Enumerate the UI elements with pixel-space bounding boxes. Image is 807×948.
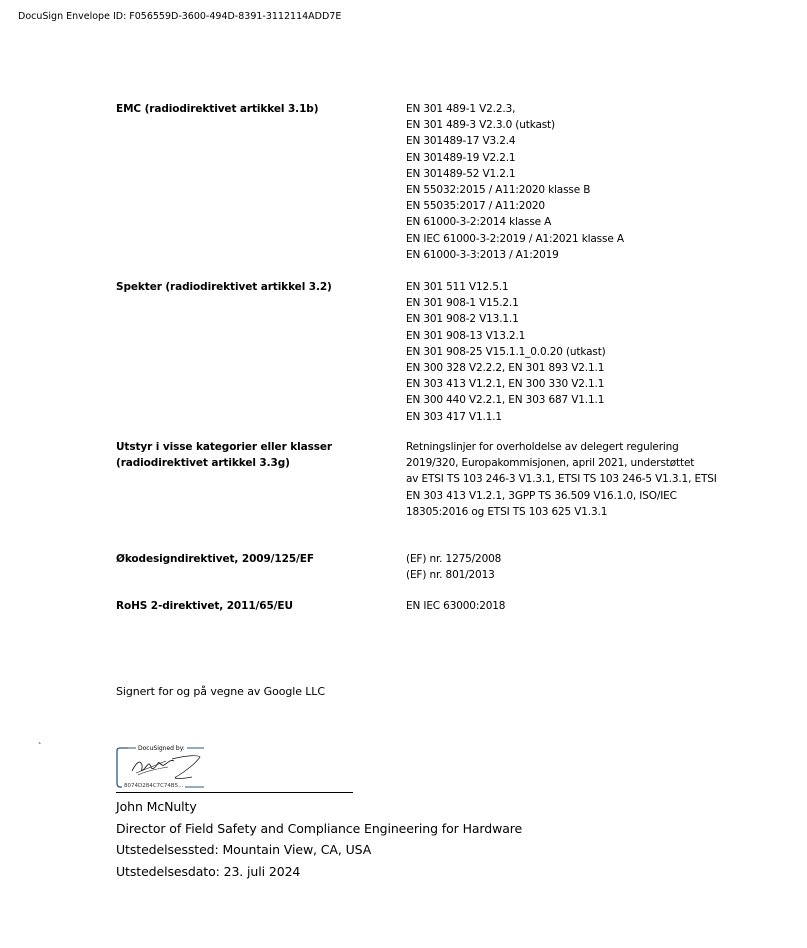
standard-line: EN 61000-3-2:2014 klasse A xyxy=(406,216,552,229)
issue-place: Utstedelsessted: Mountain View, CA, USA xyxy=(116,842,372,857)
standard-line: (EF) nr. 1275/2008 xyxy=(406,553,502,565)
standard-line: EN 301 908-2 V13.1.1 xyxy=(406,313,519,326)
text-line: 2019/320, Europakommisjonen, april 2021, understøttet xyxy=(406,457,695,470)
signature-line xyxy=(116,792,353,793)
section-values xyxy=(406,439,726,520)
standard-line: EN 303 417 V1.1.1 xyxy=(406,410,502,423)
label-line: EMC (radiodirektivet artikkel 3.1b) xyxy=(116,103,319,115)
section-values xyxy=(406,551,726,583)
standard-line: EN 301489-52 V1.2.1 xyxy=(406,167,516,180)
label-line: Spekter (radiodirektivet artikkel 3.2) xyxy=(116,281,332,293)
section-values xyxy=(406,101,726,263)
section-label xyxy=(116,439,386,471)
text-line: av ETSI TS 103 246-3 V1.3.1, ETSI TS 103 246-5 V1.3.1, ETSI xyxy=(406,473,717,486)
standard-line: EN 301489-17 V3.2.4 xyxy=(406,135,516,148)
section-values xyxy=(406,598,726,614)
standard-line: EN 61000-3-3:2013 / A1:2019 xyxy=(406,248,559,261)
section-values xyxy=(406,279,726,425)
section-label xyxy=(116,551,386,567)
standard-line: EN IEC 61000-3-2:2019 / A1:2021 klasse A xyxy=(406,232,624,245)
standard-line: EN 301489-19 V2.2.1 xyxy=(406,151,516,164)
text-line: EN 303 413 V1.2.1, 3GPP TS 36.509 V16.1.0, ISO/IEC xyxy=(406,489,677,502)
envelope-id: DocuSign Envelope ID: F056559D-3600-494D-8391-3112114ADD7E xyxy=(18,11,342,22)
standard-line: EN 301 511 V12.5.1 xyxy=(406,281,509,293)
section-label xyxy=(116,598,386,614)
signed-for: Signert for og på vegne av Google LLC xyxy=(116,685,325,698)
standard-line: EN 55032:2015 / A11:2020 klasse B xyxy=(406,184,591,197)
section-label xyxy=(116,279,386,295)
standard-line: EN 301 489-3 V2.3.0 (utkast) xyxy=(406,119,555,132)
standard-line: EN 303 413 V1.2.1, EN 300 330 V2.1.1 xyxy=(406,378,605,391)
standard-line: EN 301 908-13 V13.2.1 xyxy=(406,329,526,342)
text-line: 18305:2016 og ETSI TS 103 625 V1.3.1 xyxy=(406,505,608,518)
standard-line: EN 301 908-1 V15.2.1 xyxy=(406,297,519,310)
docusign-footer: 8074D284C7C74B5... xyxy=(124,783,184,789)
standard-line: EN 301 908-25 V15.1.1_0.0.20 (utkast) xyxy=(406,345,606,358)
label-line: Utstyr i visse kategorier eller klasser xyxy=(116,441,332,453)
standard-line: EN IEC 63000:2018 xyxy=(406,600,506,612)
signer-block xyxy=(116,796,522,882)
standard-line: EN 55035:2017 / A11:2020 xyxy=(406,200,545,213)
label-line: RoHS 2-direktivet, 2011/65/EU xyxy=(116,600,293,612)
standard-line: EN 301 489-1 V2.2.3, xyxy=(406,103,516,115)
signer-name: John McNulty xyxy=(116,799,197,814)
label-line: Økodesigndirektivet, 2009/125/EF xyxy=(116,553,314,565)
signer-title: Director of Field Safety and Compliance Engineering for Hardware xyxy=(116,820,523,836)
text-line: Retningslinjer for overholdelse av delegert regulering xyxy=(406,441,679,453)
standard-line: EN 300 440 V2.2.1, EN 303 687 V1.1.1 xyxy=(406,394,605,407)
label-line: (radiodirektivet artikkel 3.3g) xyxy=(116,457,290,469)
issue-date: Utstedelsesdato: 23. juli 2024 xyxy=(116,863,301,879)
docusign-header: DocuSigned by: xyxy=(138,745,185,752)
stray-mark: ` xyxy=(38,742,42,753)
standard-line: EN 300 328 V2.2.2, EN 301 893 V2.1.1 xyxy=(406,362,605,375)
standard-line: (EF) nr. 801/2013 xyxy=(406,569,495,582)
docusign-signature xyxy=(116,745,206,789)
section-label xyxy=(116,101,386,117)
